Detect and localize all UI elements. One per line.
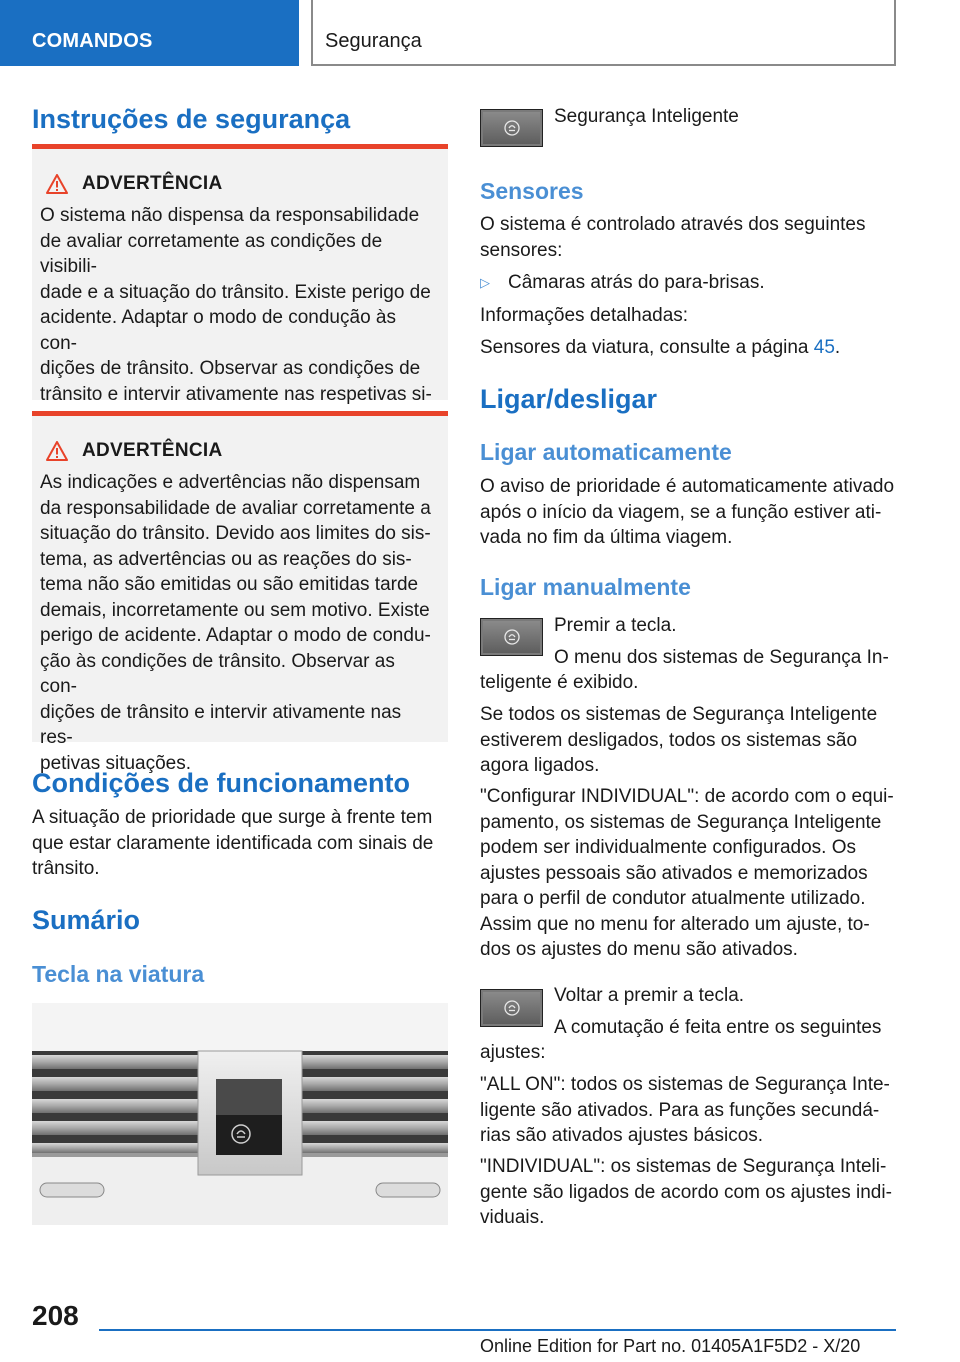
- text-line: "INDIVIDUAL": os sistemas de Segurança Inteli-: [480, 1156, 887, 1177]
- list-item-text: Câmaras atrás do para-brisas.: [508, 272, 765, 293]
- text-line: As indicações e advertências não dispensam: [40, 472, 421, 493]
- warning-box-2: [32, 411, 448, 774]
- sensors-paragraph: [480, 212, 896, 263]
- header-chapter-tab: [311, 0, 896, 66]
- text-line: A situação de prioridade que surge à frente tem: [32, 807, 433, 828]
- intelligent-safety-button-icon: [480, 989, 543, 1027]
- manual-step-1: Premir a tecla.: [554, 615, 677, 636]
- warning-box-1: [32, 144, 448, 405]
- air-vent-illustration: [32, 1003, 448, 1225]
- manual-step-2b: teligente é exibido.: [480, 672, 639, 693]
- heading-automatic-on: Ligar automaticamente: [480, 439, 732, 465]
- text-line: da responsabilidade de avaliar corretamente a: [40, 497, 431, 519]
- text-line: acidente. Adaptar o modo de condução às con-: [40, 307, 396, 354]
- text-line: pamento, os sistemas de Segurança Inteligente: [480, 811, 882, 833]
- text-line: Se todos os sistemas de Segurança Inteligente: [480, 704, 878, 725]
- sensors-reference: [480, 335, 840, 361]
- text-line: para o perfil de condutor atualmente utilizado.: [480, 888, 866, 909]
- individual-paragraph: [480, 1154, 900, 1231]
- text-line: O sistema é controlado através dos seguintes: [480, 214, 866, 235]
- text-line: ajustes pessoais são ativados e memorizados: [480, 862, 868, 884]
- text-line: rias são ativados ajustes básicos.: [480, 1125, 764, 1146]
- all-off-paragraph: [480, 702, 896, 779]
- page-number: 208: [32, 1300, 79, 1331]
- switch-text-a: A comutação é feita entre os seguintes: [554, 1017, 882, 1038]
- button-face: [483, 112, 540, 144]
- text-line: "Configurar INDIVIDUAL": de acordo com o equi-: [480, 786, 894, 807]
- button-face: [483, 992, 540, 1024]
- text-line: podem ser individualmente configurados. Os: [480, 837, 856, 858]
- vehicle-button-photo: [32, 1003, 448, 1225]
- header-section-label: COMANDOS: [32, 30, 153, 52]
- text-line: gente são ligados de acordo com os ajustes indi-: [480, 1181, 892, 1203]
- warning-label: ADVERTÊNCIA: [82, 173, 223, 194]
- text-line: agora ligados.: [480, 755, 600, 776]
- page-link[interactable]: 45: [813, 337, 835, 358]
- footer-edition: Online Edition for Part no. 01405A1F5D2 - X/20: [480, 1336, 861, 1356]
- text-line: dições de trânsito. Observar as condições de: [40, 358, 421, 379]
- switch-text-b: ajustes:: [480, 1042, 546, 1063]
- text-line: situação do trânsito. Devido aos limites do sis-: [40, 523, 431, 544]
- text-line: petivas situações.: [40, 752, 192, 774]
- details-label: Informações detalhadas:: [480, 305, 689, 326]
- manual-step-2a: O menu dos sistemas de Segurança In-: [554, 647, 889, 668]
- warning-title-2: [40, 438, 436, 464]
- text-line: trânsito.: [32, 858, 100, 879]
- text-line: sensores:: [480, 239, 563, 261]
- warning-triangle-icon: [46, 441, 68, 461]
- header-chapter-label: Segurança: [325, 30, 422, 52]
- bullet-triangle-icon: ▷: [480, 275, 490, 290]
- press-again-text: Voltar a premir a tecla.: [554, 985, 745, 1006]
- warning-label: ADVERTÊNCIA: [82, 440, 223, 461]
- text-line: Assim que no menu for alterado um ajuste, to-: [480, 913, 870, 935]
- intelligent-safety-button-icon: [480, 109, 543, 147]
- warning-title-1: [40, 171, 436, 197]
- text-line: dos os ajustes do menu são ativados.: [480, 939, 798, 960]
- warning-triangle-icon: [46, 174, 68, 194]
- text-line: que estar claramente identificada com sinais de: [32, 832, 434, 854]
- text-line: perigo de acidente. Adaptar o modo de condu-: [40, 625, 431, 646]
- heading-summary: Sumário: [32, 905, 141, 935]
- reference-end: .: [834, 337, 841, 358]
- auto-paragraph: [480, 474, 896, 551]
- text-line: viduais.: [480, 1207, 545, 1228]
- text-line: dições de trânsito e intervir ativamente nas res-: [40, 701, 402, 748]
- text-line: "ALL ON": todos os sistemas de Segurança Inte-: [480, 1074, 890, 1095]
- text-line: ção às condições de trânsito. Observar as con-: [40, 650, 395, 697]
- text-line: O aviso de prioridade é automaticamente ativado: [480, 476, 895, 497]
- heading-manual-on: Ligar manualmente: [480, 574, 691, 600]
- text-line: trânsito e intervir ativamente nas respetivas si-: [40, 383, 432, 405]
- text-line: após o início da viagem, se a função estiver ati-: [480, 501, 882, 523]
- text-line: ligente são ativados. Para as funções secundá-: [480, 1099, 880, 1121]
- text-line: tema não são emitidas ou são emitidas tarde: [40, 574, 419, 595]
- heading-sensors: Sensores: [480, 178, 584, 204]
- warning-text-2: [40, 470, 436, 776]
- configure-paragraph: [480, 784, 900, 963]
- reference-text: Sensores da viatura, consulte a página: [480, 337, 814, 358]
- text-line: de avaliar corretamente as condições de visibili-: [40, 230, 383, 277]
- footer-divider: [99, 1329, 896, 1331]
- driver-assist-icon: [504, 120, 520, 136]
- header-section-tab: [0, 0, 299, 66]
- text-line: vada no fim da última viagem.: [480, 527, 733, 548]
- text-line: O sistema não dispensa da responsabilidade: [40, 205, 420, 226]
- warning-text-1: [40, 203, 436, 433]
- text-line: dade e a situação do trânsito. Existe perigo de: [40, 281, 431, 303]
- heading-operating-conditions: Condições de funcionamento: [32, 768, 411, 798]
- text-line: demais, incorretamente ou sem motivo. Existe: [40, 599, 430, 621]
- button-face: [483, 621, 540, 653]
- driver-assist-icon: [504, 629, 520, 645]
- heading-key-in-vehicle: Tecla na viatura: [32, 961, 205, 987]
- text-line: estiverem desligados, todos os sistemas são: [480, 729, 858, 751]
- heading-on-off: Ligar/desligar: [480, 384, 658, 414]
- heading-safety-instructions: Instruções de segurança: [32, 104, 351, 134]
- icon-caption: Segurança Inteligente: [554, 106, 739, 127]
- all-on-paragraph: [480, 1072, 900, 1149]
- intelligent-safety-button-icon: [480, 618, 543, 656]
- sensor-list-item: [480, 270, 896, 296]
- text-line: tema, as advertências ou as reações do sis-: [40, 548, 412, 570]
- driver-assist-icon: [504, 1000, 520, 1016]
- conditions-paragraph: [32, 805, 448, 882]
